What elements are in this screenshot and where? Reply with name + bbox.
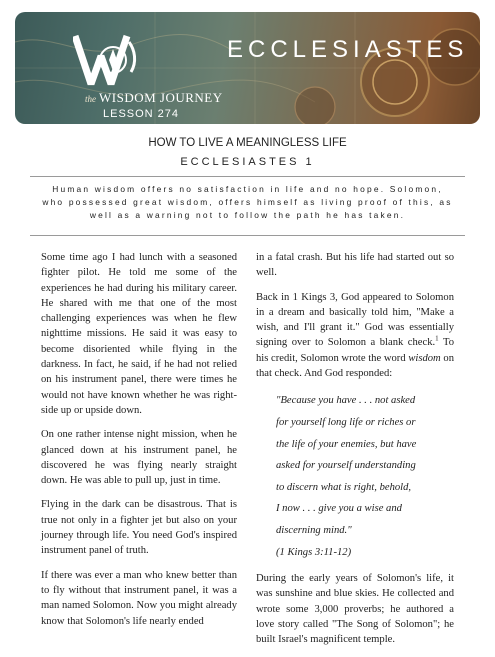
quote-line: asked for yourself understanding — [276, 460, 416, 472]
scripture-reference: ECCLESIASTES 1 — [180, 156, 315, 168]
quote-line: I now . . . give you a wise and — [276, 503, 402, 515]
divider-bottom — [30, 235, 465, 236]
lesson-number: LESSON 274 — [103, 108, 180, 120]
quote-line: "Because you have . . . not asked — [276, 395, 416, 407]
header-banner — [15, 12, 480, 124]
left-column — [41, 250, 237, 638]
brand-the: the — [85, 94, 96, 104]
paragraph-text: on that check. And God responded: — [256, 352, 454, 380]
quote-line: to discern what is right, behold, — [276, 481, 412, 493]
lesson-summary: Human wisdom offers no satisfaction in life and no hope. Solomon, who possessed great wisdom, offers himself as living proof of this, as well as a warning not to follow the path he has taken. — [42, 184, 453, 220]
paragraph: in a fatal crash. But his life had started out so well. — [256, 252, 454, 279]
quote-citation: (1 Kings 3:11-12) — [276, 546, 352, 558]
paragraph: On one rather intense night mission, when he glanced down at his instrument panel, he discovered he was flying nearly straight down. He was able to pull up, just in time. — [41, 429, 237, 487]
paragraph: Flying in the dark can be disastrous. That is true not only in a fighter jet but also on your journey through life. You need God's inspired instrument panel of truth. — [41, 499, 237, 557]
paragraph-text: Back in 1 Kings 3, God appeared to Solomon in a dream and basically told him, "Make a wish, and I'll grant it." God was essentially signing over to Solomon a blank check. — [256, 291, 454, 349]
footnote-marker: 1 — [435, 334, 439, 343]
emphasized-word: wisdom — [408, 352, 441, 364]
paragraph-text: To his credit, Solomon wrote the word — [256, 337, 454, 364]
paragraph: If there was ever a man who knew better than to fly without that instrument panel, it was a man named Solomon. Now you might already know that Solomon's life nearly ended — [41, 569, 237, 627]
lesson-subtitle: HOW TO LIVE A MEANINGLESS LIFE — [148, 137, 347, 149]
right-column — [256, 250, 454, 657]
book-title: ECCLESIASTES — [227, 36, 469, 63]
quote-line: the life of your enemies, but have — [276, 438, 417, 450]
paragraph: During the early years of Solomon's life, it was sunshine and blue skies. He collected and wrote some 3,000 proverbs; he authored a love story called "The Song of Solomon"; he built Israel's magnificent temple. — [256, 573, 454, 646]
brand-name: WISDOM JOURNEY — [99, 90, 223, 105]
quote-line: for yourself long life or riches or — [276, 416, 416, 428]
paragraph: Some time ago I had lunch with a seasoned fighter pilot. He told me some of the experiences he had during his military career. He shared with me that one of the most challenging experiences was when he flew nighttime missions. He said it was easy to become disoriented while flying in the darkness. In fact, he said, if he had not relied on his instrument panel, there were times he would not have known whether he was right-side up or upside down. — [41, 252, 237, 416]
scripture-quote — [276, 390, 454, 563]
paragraph — [256, 290, 454, 382]
wisdom-journey-logo-icon — [73, 32, 143, 96]
quote-line: discerning mind." — [276, 524, 352, 536]
divider-top — [30, 176, 465, 177]
